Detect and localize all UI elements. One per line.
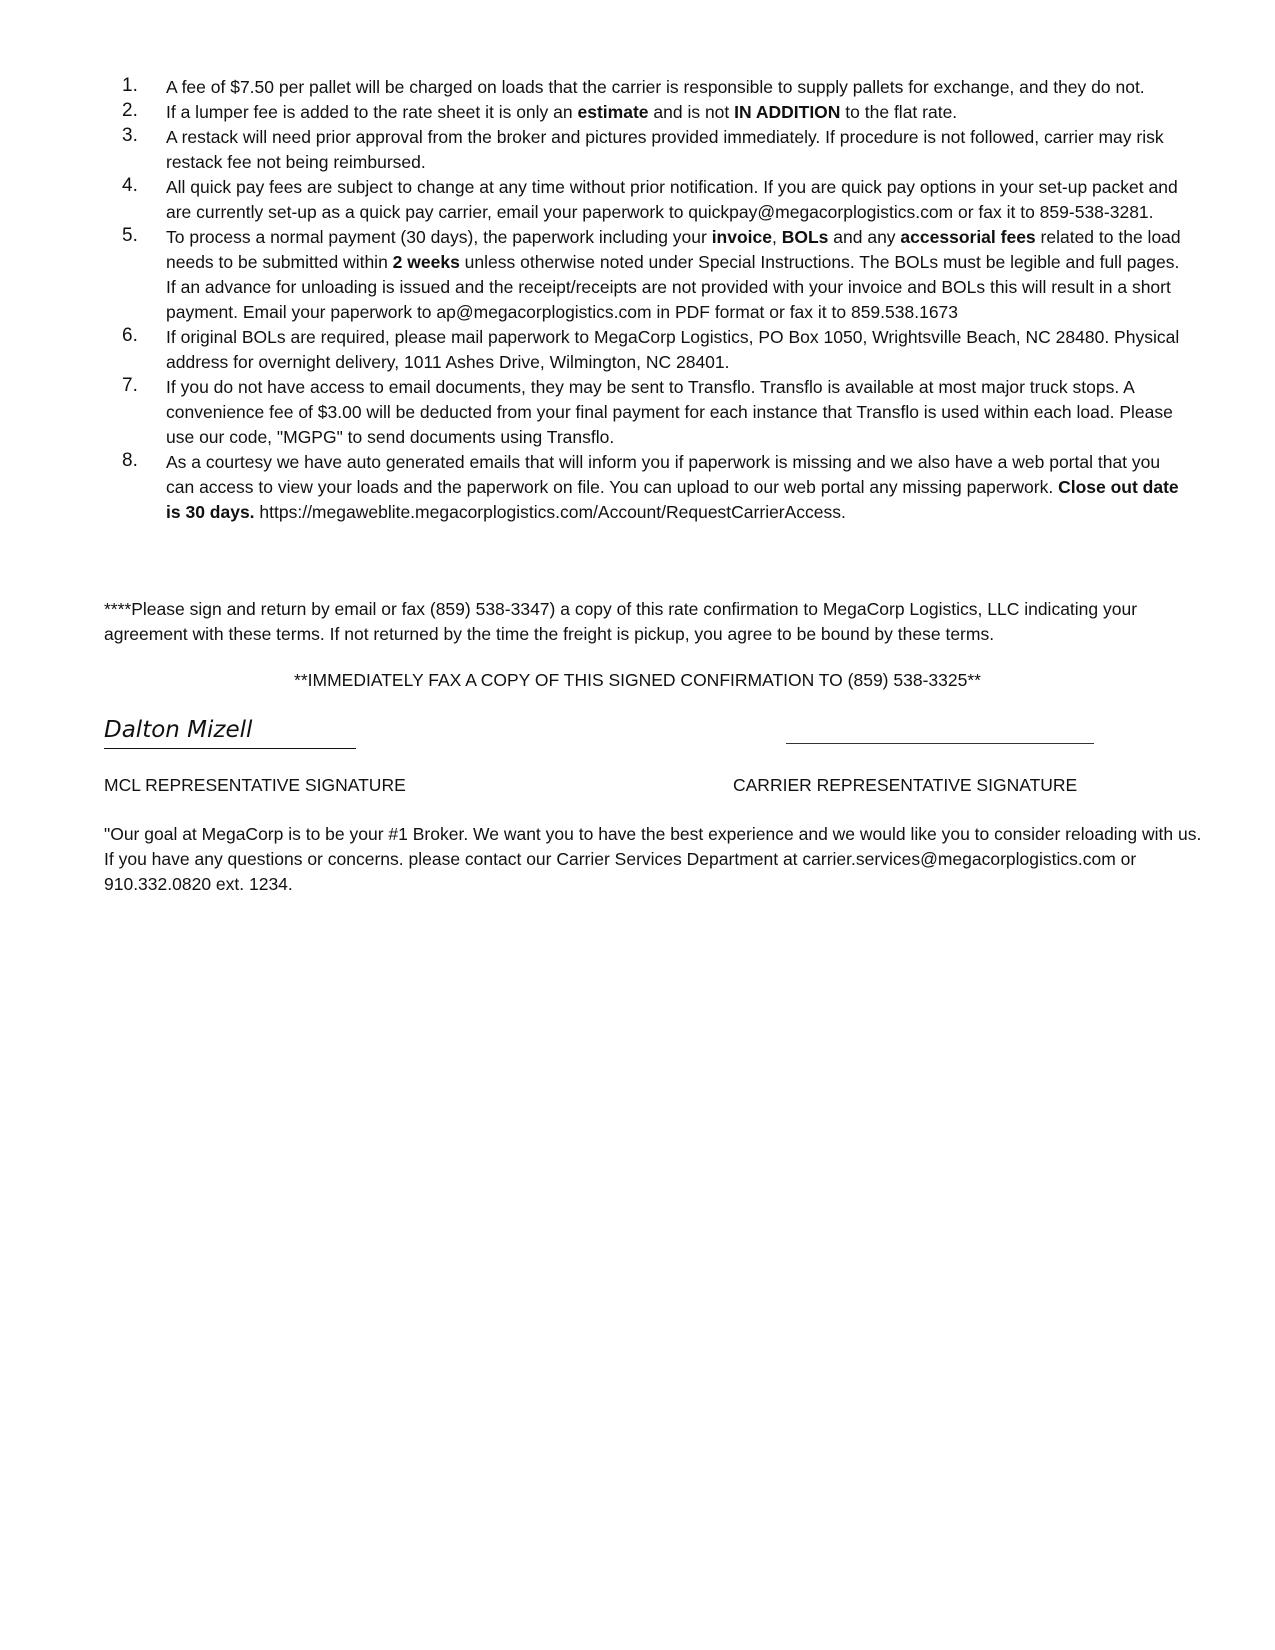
term-item [103,225,1193,325]
term-text-bold: BOLs [781,227,829,247]
term-text-bold: accessorial fees [900,227,1036,247]
term-number: 1. [122,75,138,96]
carrier-signature-label: CARRIER REPRESENTATIVE SIGNATURE [733,775,1078,795]
term-text-part: , [772,227,782,247]
fax-instruction: **IMMEDIATELY FAX A COPY OF THIS SIGNED CONFIRMATION TO (859) 538-3325** [294,670,981,690]
terms-list [103,75,1193,525]
term-text [166,227,1181,322]
term-text [166,452,1179,522]
term-text-part: to the flat rate. [840,102,958,122]
term-text [166,327,1179,372]
sign-and-return-notice: ****Please sign and return by email or fax (859) 538-3347) a copy of this rate confirmation to MegaCorp Logistics, LLC indicating your agreement with these terms. If not returned by the time the freight is pickup, you agree to be bound by these terms. [104,599,1138,644]
term-text-part: and any [828,227,901,247]
term-number: 6. [122,325,138,346]
goal-statement: "Our goal at MegaCorp is to be your #1 Broker. We want you to have the best experience and we would like you to consider reloading with us. If you have any questions or concerns. please contact our Carrier Services Department at carrier.services@megacorplogistics.com or 910.332.0820 ext. 1234. [104,824,1202,894]
term-text [166,102,957,122]
mcl-signature-label: MCL REPRESENTATIVE SIGNATURE [104,775,406,795]
term-item [103,125,1193,175]
term-text [166,177,1178,222]
term-text-part: https://megaweblite.megacorplogistics.com/Account/RequestCarrierAccess. [254,502,846,522]
term-text-part: If original BOLs are required, please mail paperwork to MegaCorp Logistics, PO Box 1050, Wrightsville Beach, NC 28480. Physical address for overnight delivery, 1011 Ashes Drive, Wilmington, NC 28401. [166,327,1180,372]
term-item [103,100,1193,125]
term-number: 8. [122,450,138,471]
term-text-part: All quick pay fees are subject to change at any time without prior notification. If you are quick pay options in your set-up packet and are currently set-up as a quick pay carrier, email your paperwork to quickpay@megacorplogistics.com or fax it to 859-538-3281. [166,177,1178,222]
term-text [166,77,1145,97]
term-text [166,377,1173,447]
term-number: 4. [122,175,138,196]
term-text-bold: IN ADDITION [734,102,841,122]
term-text-part: and is not [648,102,735,122]
term-text-part: As a courtesy we have auto generated emails that will inform you if paperwork is missing and we also have a web portal that you can access to view your loads and the paperwork on file. You can upload to our web portal any missing paperwork. [166,452,1161,497]
term-text-part: unless otherwise noted under Special Instructions. The BOLs must be legible and full pages. If an advance for unloading is issued and the receipt/receipts are not provided with your invoice and BOLs this will result in a short payment. Email your paperwork to ap@megacorplogistics.com in PDF format or fax it to 859.538.1673 [166,252,1180,322]
term-number: 2. [122,100,138,121]
term-text-bold: Close out date is 30 days. [166,477,1179,522]
term-text-bold: estimate [577,102,649,122]
term-text-part: If you do not have access to email documents, they may be sent to Transflo. Transflo is available at most major truck stops. A convenience fee of $3.00 will be deducted from your final payment for each instance that Transflo is used within each load. Please use our code, "MGPG" to send documents using Transflo. [166,377,1173,447]
term-item [103,175,1193,225]
term-text-part: If a lumper fee is added to the rate sheet it is only an [166,102,578,122]
mcl-signature: Dalton Mizell [104,714,356,749]
term-text-bold: 2 weeks [392,252,460,272]
term-number: 5. [122,225,138,246]
term-item [103,75,1193,100]
term-text-part: A fee of $7.50 per pallet will be charged on loads that the carrier is responsible to supply pallets for exchange, and they do not. [166,77,1145,97]
term-text-part: A restack will need prior approval from the broker and pictures provided immediately. If procedure is not followed, carrier may risk restack fee not being reimbursed. [166,127,1164,172]
carrier-signature-line[interactable] [786,743,1094,744]
term-text [166,127,1164,172]
term-item [103,450,1193,525]
term-text-bold: invoice [711,227,772,247]
term-item [103,325,1193,375]
term-item [103,375,1193,450]
term-text-part: related to the load needs to be submitted within [166,227,1181,272]
term-text-part: To process a normal payment (30 days), the paperwork including your [166,227,712,247]
term-number: 3. [122,125,138,146]
term-number: 7. [122,375,138,396]
